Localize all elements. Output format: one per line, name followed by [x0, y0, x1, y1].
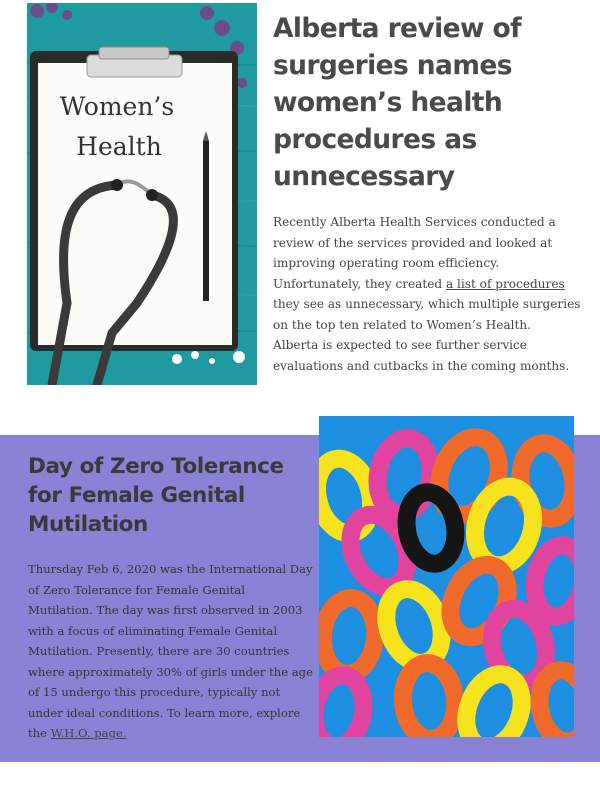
- clipboard-text-health: Health: [76, 132, 162, 161]
- article2-body: [28, 559, 313, 744]
- article2-body-text: Thursday Feb 6, 2020 was the International Day of Zero Tolerance for Female Genital Mutilation. The day was first observed in 2003 with a focus of eliminating Female Genital Mutilation. Presently, there are 30 countries where approximately 30% of girls under the age of 15 undergo this procedure, typically not under ideal conditions. To learn more, explore the: [28, 562, 313, 740]
- clipboard-text-womens: Women’s: [59, 92, 175, 121]
- article1-body: [273, 212, 588, 376]
- zero-shapes-photo: [319, 416, 574, 737]
- womens-health-photo: [27, 3, 257, 385]
- article1-body-text2: they see as unnecessary, which multiple surgeries on the top ten related to Women’s Health.: [273, 297, 581, 332]
- article1-body-text1: Recently Alberta Health Services conducted a review of the services provided and looked at improving operating room efficiency. Unfortunately, they created: [273, 215, 556, 291]
- article1-title: Alberta review of surgeries names women’s health procedures as unnecessary: [273, 13, 521, 192]
- who-page-link[interactable]: W.H.O. page.: [50, 726, 127, 740]
- article1-para2: Alberta is expected to see further service evaluations and cutbacks in the coming months.: [273, 338, 570, 373]
- article1-para1: [273, 212, 588, 335]
- procedures-list-link[interactable]: a list of procedures: [445, 276, 565, 291]
- pencil-icon: [203, 131, 209, 301]
- article2-title: Day of Zero Tolerance for Female Genital Mutilation: [28, 454, 284, 537]
